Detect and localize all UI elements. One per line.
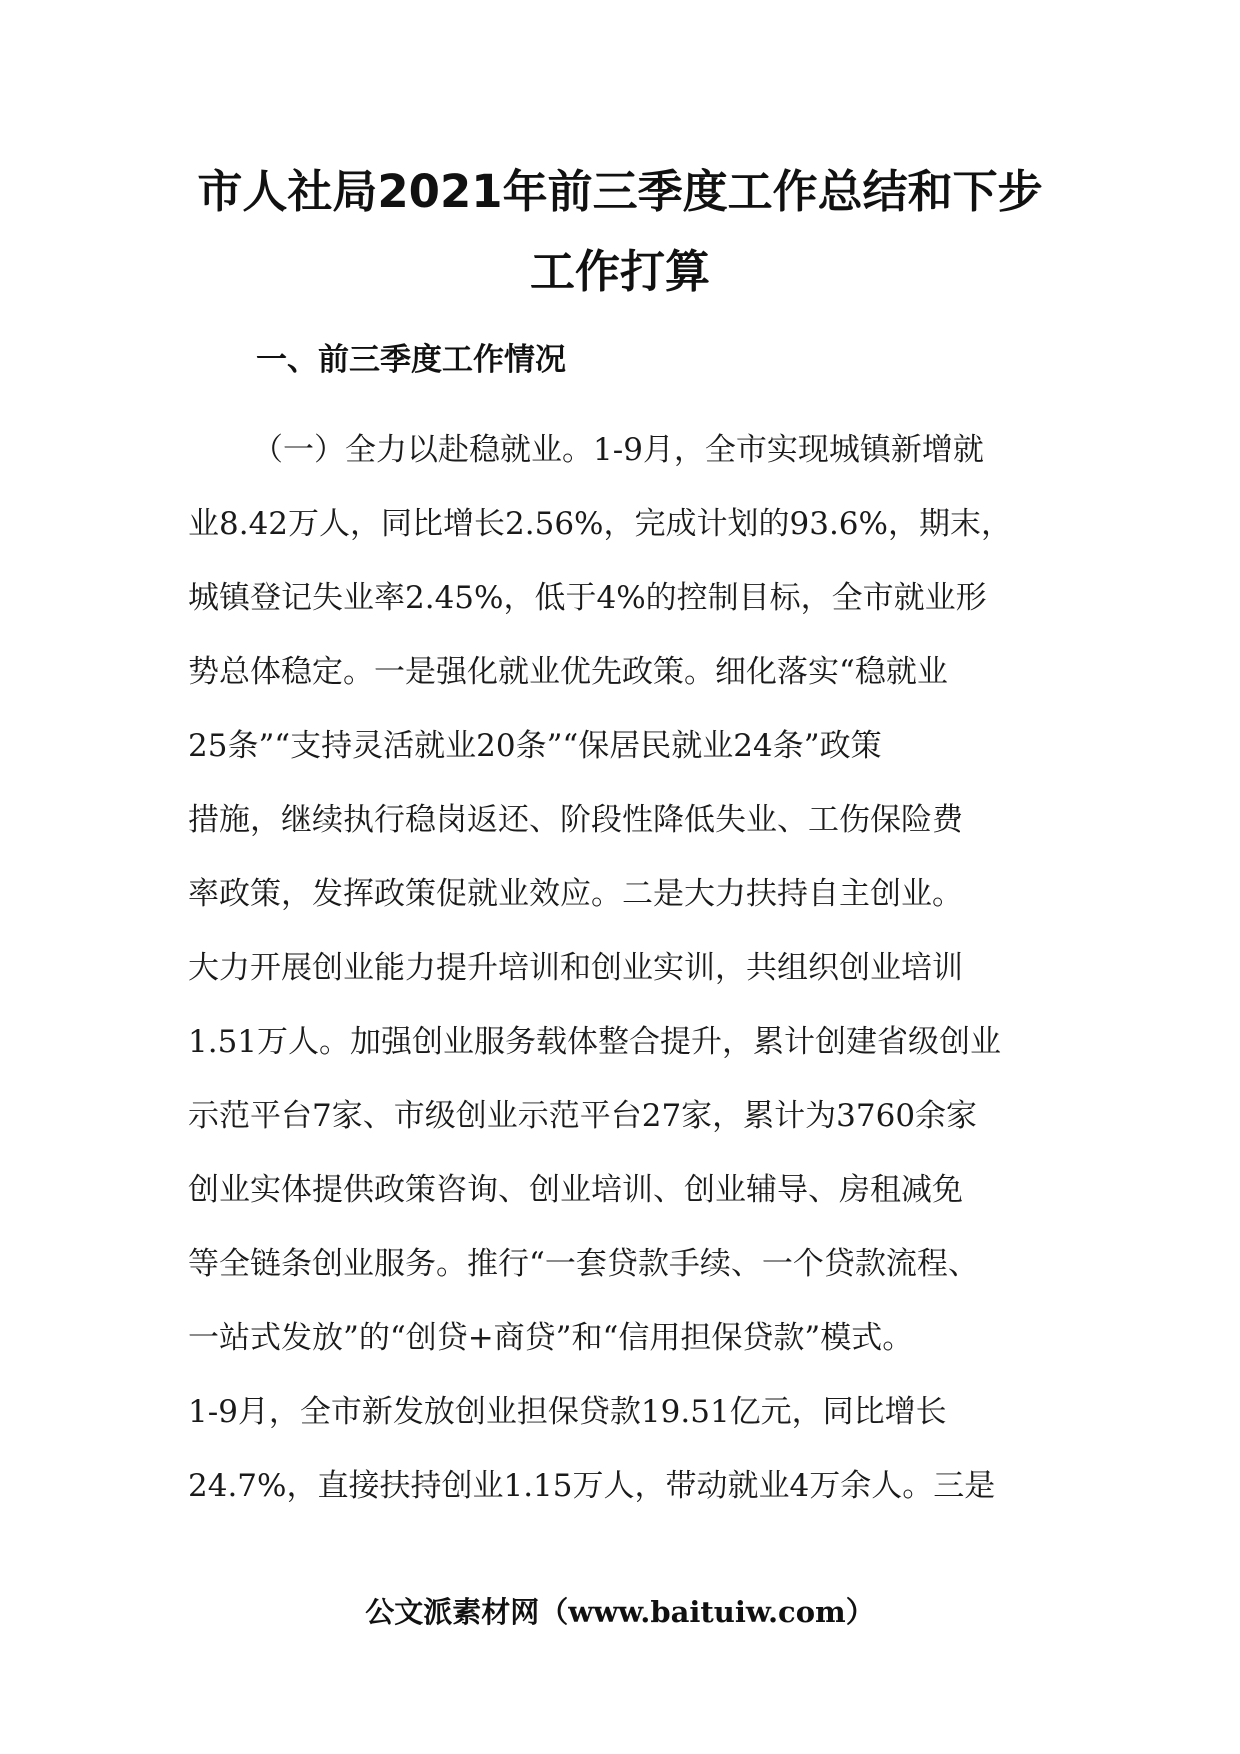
body-line: 大力开展创业能力提升培训和创业实训，共组织创业培训: [188, 950, 963, 986]
body-line: 等全链条创业服务。推行“一套贷款手续、一个贷款流程、: [188, 1246, 979, 1282]
body-line: 势总体稳定。一是强化就业优先政策。细化落实“稳就业: [188, 654, 948, 690]
body-line: 25条”“支持灵活就业20条”“保居民就业24条”政策: [188, 728, 882, 764]
body-line: 1-9月，全市新发放创业担保贷款19.51亿元，同比增长: [188, 1394, 947, 1430]
body-line: 示范平台7家、市级创业示范平台27家，累计为3760余家: [188, 1098, 978, 1134]
body-line: 一站式发放”的“创贷+商贷”和“信用担保贷款”模式。: [188, 1320, 914, 1356]
body-line: 城镇登记失业率2.45%，低于4%的控制目标，全市就业形: [188, 580, 987, 616]
body-line: （一）全力以赴稳就业。1-9月，全市实现城镇新增就: [252, 432, 984, 468]
body-line: 24.7%，直接扶持创业1.15万人，带动就业4万余人。三是: [188, 1468, 996, 1504]
body-paragraph: [188, 426, 1088, 1536]
title-line-1: 市人社局2021年前三季度工作总结和下步: [197, 165, 1043, 218]
body-line: 创业实体提供政策咨询、创业培训、创业辅导、房租减免: [188, 1172, 963, 1208]
body-line: 措施，继续执行稳岗返还、阶段性降低失业、工伤保险费: [188, 802, 963, 838]
footer-source: 公文派素材网（www.baituiw.com）: [365, 1595, 875, 1629]
body-line: 率政策，发挥政策促就业效应。二是大力扶持自主创业。: [188, 876, 963, 912]
document-title: [150, 152, 1090, 312]
title-line-2: 工作打算: [529, 245, 710, 298]
body-line: 业8.42万人，同比增长2.56%，完成计划的93.6%，期末，: [188, 506, 1012, 542]
section-heading: 一、前三季度工作情况: [256, 342, 566, 378]
body-line: 1.51万人。加强创业服务载体整合提升，累计创建省级创业: [188, 1024, 1002, 1060]
